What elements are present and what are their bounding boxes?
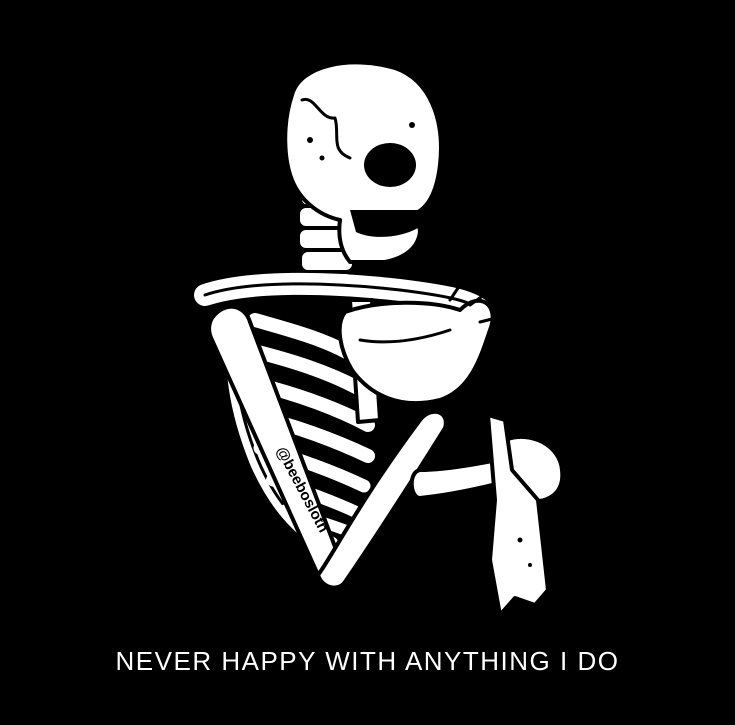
watermark: @beebosloth [272, 443, 332, 536]
caption-text: NEVER HAPPY WITH ANYTHING I DO [115, 646, 620, 676]
